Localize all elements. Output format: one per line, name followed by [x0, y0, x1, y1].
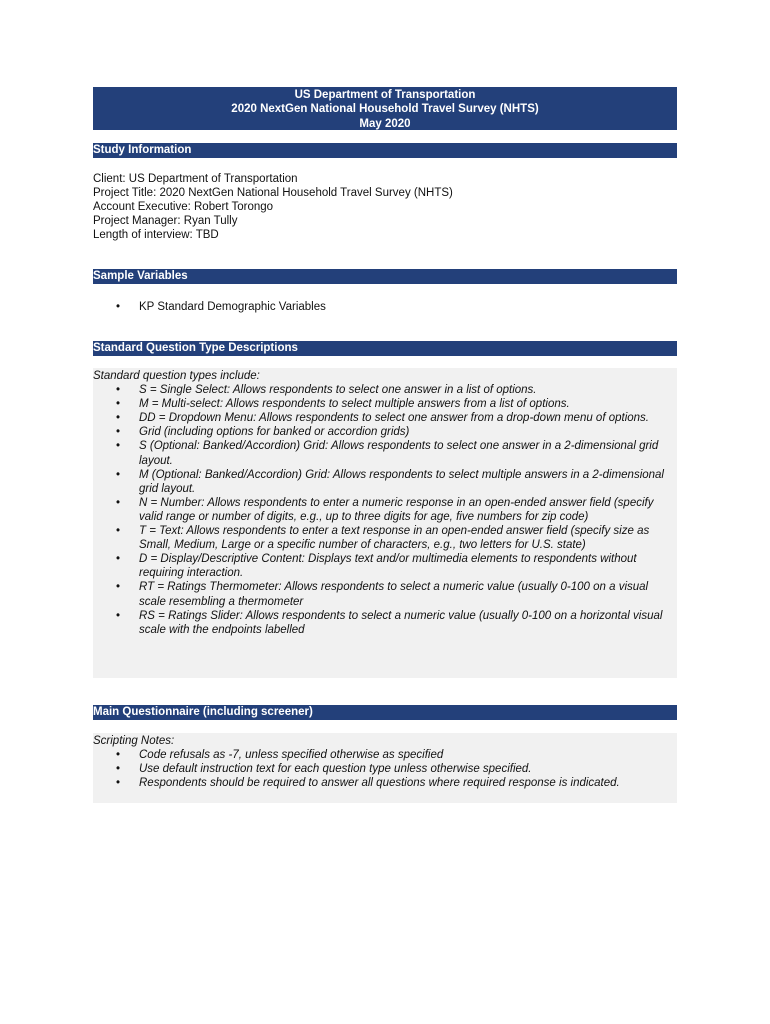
- study-project-title: Project Title: 2020 NextGen National Household Travel Survey (NHTS): [93, 187, 453, 200]
- bullet: •: [116, 496, 121, 509]
- bullet: •: [116, 525, 121, 538]
- bullet: •: [116, 301, 121, 313]
- list-item-text: M (Optional: Banked/Accordion) Grid: Allows respondents to select multiple answers in a 2-dimensional grid layout.: [139, 468, 664, 495]
- bullet: •: [116, 763, 121, 776]
- title-banner: [93, 87, 677, 130]
- list-item: [93, 748, 677, 762]
- list-item: [93, 776, 677, 790]
- list-item-text: D = Display/Descriptive Content: Displays text and/or multimedia elements to respondents without requiring interaction.: [139, 553, 637, 580]
- bullet: •: [116, 609, 121, 622]
- list-item-text: Use default instruction text for each question type unless otherwise specified.: [139, 763, 532, 776]
- list-item-text: T = Text: Allows respondents to enter a text response in an open-ended answer field (specify size as Small, Medium, Large or a specific number of characters, e.g., two letters for U.S. state): [139, 525, 650, 552]
- list-item: [93, 552, 677, 580]
- bullet: •: [116, 412, 121, 425]
- list-item-text: M = Multi-select: Allows respondents to select multiple answers from a list of options.: [139, 398, 570, 411]
- sample-variables-list: [93, 300, 677, 314]
- study-length: Length of interview: TBD: [93, 229, 219, 242]
- bullet: •: [116, 398, 121, 411]
- list-item-text: Respondents should be required to answer all questions where required response is indicated.: [139, 777, 620, 790]
- question-types-intro: Standard question types include:: [93, 370, 260, 382]
- section-heading-main-questionnaire: Main Questionnaire (including screener): [93, 705, 677, 720]
- list-item-text: RS = Ratings Slider: Allows respondents to select a numeric value (usually 0-100 on a horizontal visual scale with the endpoints labelled: [139, 609, 663, 636]
- section-heading-sample: Sample Variables: [93, 269, 677, 284]
- scripting-notes-block: [93, 733, 677, 803]
- study-client: Client: US Department of Transportation: [93, 173, 298, 185]
- list-item: [93, 300, 677, 314]
- list-item-text: RT = Ratings Thermometer: Allows respondents to select a numeric value (usually 0-100 on a visual scale resembling a thermometer: [139, 581, 649, 608]
- list-item: [93, 439, 677, 467]
- list-item: [93, 425, 677, 439]
- study-account-executive: Account Executive: Robert Torongo: [93, 201, 274, 214]
- question-types-list: [93, 383, 677, 637]
- list-item-text: S (Optional: Banked/Accordion) Grid: Allows respondents to select one answer in a 2-dimensional grid layout.: [139, 440, 659, 467]
- list-item: [93, 383, 677, 397]
- list-item-text: DD = Dropdown Menu: Allows respondents to select one answer from a drop-down menu of options.: [139, 412, 649, 425]
- title-line-2: 2020 NextGen National Household Travel Survey (NHTS): [231, 103, 539, 116]
- list-item: [93, 762, 677, 776]
- list-item: [93, 397, 677, 411]
- section-heading-study: Study Information: [93, 143, 677, 158]
- list-item: [93, 524, 677, 552]
- study-project-manager: Project Manager: Ryan Tully: [93, 215, 238, 228]
- scripting-notes-intro: Scripting Notes:: [93, 735, 175, 747]
- list-item: [93, 496, 677, 524]
- list-item-text: Code refusals as -7, unless specified otherwise as specified: [139, 749, 444, 762]
- scripting-notes-list: [93, 748, 677, 790]
- bullet: •: [116, 553, 121, 566]
- list-item-text: Grid (including options for banked or accordion grids): [139, 426, 410, 439]
- bullet: •: [116, 581, 121, 594]
- section-heading-question-types: Standard Question Type Descriptions: [93, 341, 677, 356]
- title-line-3: May 2020: [359, 117, 411, 130]
- list-item: [93, 580, 677, 608]
- title-line-1: US Department of Transportation: [294, 89, 476, 101]
- bullet: •: [116, 384, 121, 397]
- list-item: [93, 411, 677, 425]
- list-item: [93, 468, 677, 496]
- sample-item-text: KP Standard Demographic Variables: [139, 301, 326, 313]
- bullet: •: [116, 440, 121, 453]
- list-item-text: N = Number: Allows respondents to enter a numeric response in an open-ended answer field (specify valid range or number of digits, e.g., up to three digits for age, five numbers for zip code): [139, 496, 654, 523]
- list-item: [93, 609, 677, 637]
- bullet: •: [116, 777, 121, 790]
- bullet: •: [116, 749, 121, 762]
- bullet: •: [116, 426, 121, 439]
- list-item-text: S = Single Select: Allows respondents to select one answer in a list of options.: [139, 384, 537, 397]
- study-info-block: [93, 172, 677, 242]
- bullet: •: [116, 468, 121, 481]
- question-types-block: [93, 368, 677, 678]
